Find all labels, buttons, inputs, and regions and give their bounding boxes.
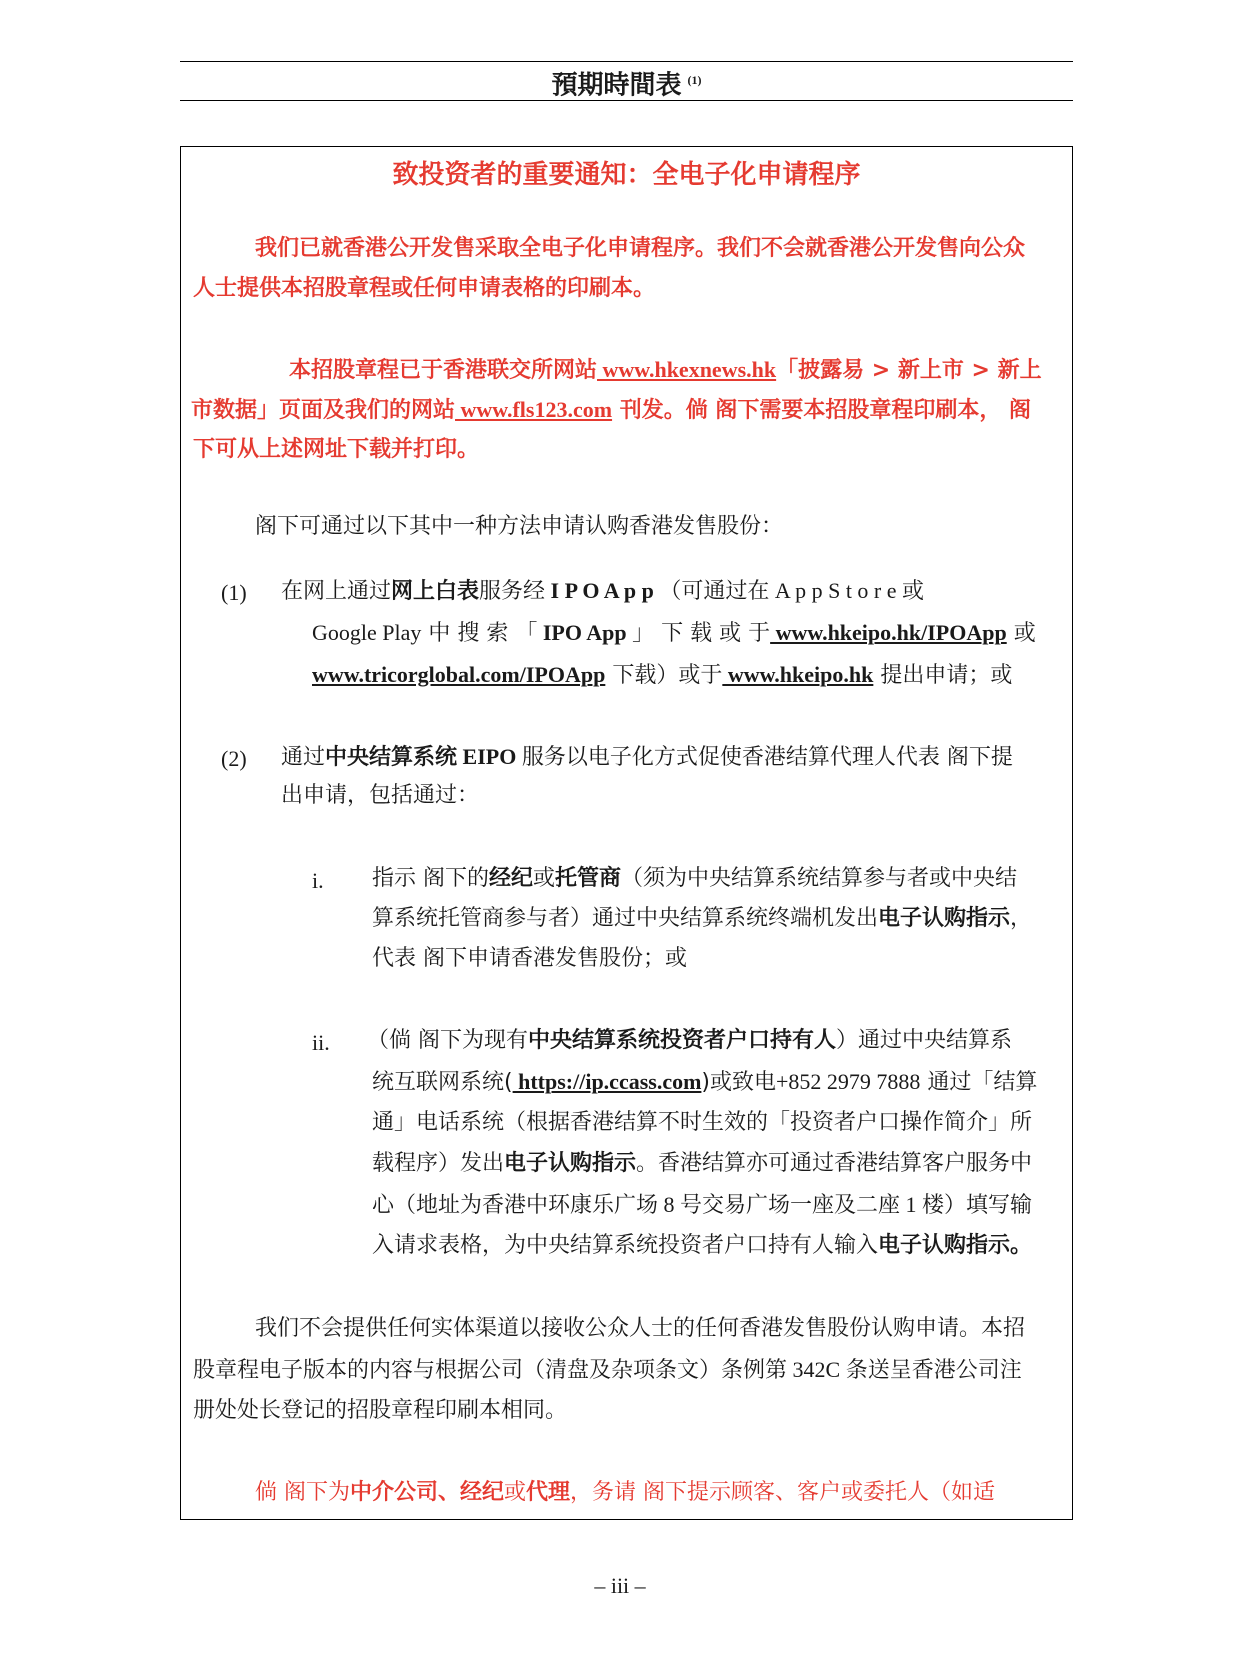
notice-p1-line1: 我们已就香港公开发售采取全电子化申请程序。我们不会就香港公开发售向公众 [255,236,1026,261]
page-header [180,62,1073,104]
sub-ii-line3: 通」电话系统（根据香港结算不时生效的「投资者户口操作简介」所 [372,1110,1033,1135]
text: 下载）或于 [605,663,723,688]
text: 1 [900,1192,923,1217]
notice-p2-line2 [191,395,1031,426]
sub-ii-line1 [367,1026,1012,1056]
sub-ii-line5 [372,1190,1032,1221]
text: ， [1010,906,1033,931]
text: 刊发。倘 阁下需要本招股章程印刷本， 阁 [612,398,1032,423]
text: 」 下 载 或 于 [632,621,771,646]
text: 。香港结算亦可通过香港结算客户服务中 [636,1151,1033,1176]
phone-number: +852 2979 7888 [776,1069,921,1094]
hkexnews-link[interactable]: www.hkexnews.hk [597,357,777,382]
text: 股章程电子版本的内容与根据公司（清盘及杂项条文）条例第 [193,1358,788,1383]
text: 服务以电子化方式促使香港结算代理人代表 阁下提 [521,745,1013,770]
item2-number: (2) [221,746,247,771]
sub-ii-line4 [372,1149,1032,1179]
text: （可通过在 [659,579,770,604]
sub-ii-line6 [372,1231,1032,1261]
text: 提出申请；或 [873,663,1013,688]
text: 。 [1010,1233,1033,1258]
item1-line2 [312,618,1036,649]
text: )或致电 [701,1070,777,1095]
item2-line1 [281,742,1013,773]
text: 统互联网系统( [372,1070,513,1095]
notice-p3-line1: 我们不会提供任何实体渠道以接收公众人士的任何香港发售股份认购申请。本招 [255,1316,1026,1341]
text: 中介公司、经纪 [350,1480,505,1505]
text: 342C [787,1357,846,1382]
hkeipo-link[interactable]: www.hkeipo.hk [722,662,874,687]
text: 通过「结算 [920,1070,1038,1095]
text: Google Play [312,620,422,645]
text: 载程序）发出 [372,1151,505,1176]
item1-line1 [281,576,924,607]
notice-p3-line3: 册处处长登记的招股章程印刷本相同。 [193,1398,568,1423]
notice-p2-line3: 下可从上述网址下载并打印。 [193,437,480,462]
text: （倘 阁下为现有 [367,1028,528,1053]
notice-title: 致投资者的重要通知：全电子化申请程序 [392,160,861,190]
sub-i-line1 [372,864,1017,894]
text: 指示 阁下的 [372,866,489,891]
text: 电子认购指示 [878,1233,1011,1258]
text: 网上白表 [391,579,480,604]
text: EIPO [457,744,522,769]
text: 本招股章程已于香港联交所网站 [289,358,598,383]
notice-p1-line2: 人士提供本招股章程或任何申请表格的印刷本。 [193,276,656,301]
fls123-link[interactable]: www.fls123.com [455,397,613,422]
text: 楼）填写输 [922,1193,1033,1218]
text: 中 搜 索 「 [421,621,538,646]
text: 或 [1006,621,1036,646]
text: 中央结算系统投资者户口持有人 [528,1028,837,1053]
text: A p p S t o r e [769,578,903,603]
text: 通过 [281,745,326,770]
text: 入请求表格，为中央结算系统投资者户口持有人输入 [372,1233,879,1258]
text: 心（地址为香港中环康乐广场 [372,1193,659,1218]
notice-p4-line1 [255,1478,995,1508]
page-number: – iii – [594,1573,646,1598]
text: 倘 阁下为 [255,1480,350,1505]
sub-i-line3: 代表 阁下申请香港发售股份；或 [372,946,687,971]
text: I P O A p p [545,578,660,603]
text: 号交易广场一座及二座 [680,1193,901,1218]
text: 「披露易 > 新上市 > 新上 [776,358,1042,383]
text: IPO App [537,620,633,645]
text: 电子认购指示 [504,1151,637,1176]
notice-p3-line2 [193,1355,1022,1386]
text: 市数据」页面及我们的网站 [191,398,456,423]
header-footnote-mark: (1) [687,73,702,87]
text: 或 [533,866,556,891]
header-bottom-rule [180,100,1073,101]
text: 或 [902,579,925,604]
tricorglobal-link[interactable]: www.tricorglobal.com/IPOApp [312,662,606,687]
text: 或 [504,1480,527,1505]
text: 条送呈香港公司注 [845,1358,1022,1383]
sub-i-line2 [372,904,1032,934]
header-title: 預期時間表 [551,70,682,101]
ccass-link[interactable]: https://ip.ccass.com [512,1069,702,1094]
sub-i-number: i. [312,868,324,893]
hkeipo-ipoapp-link[interactable]: www.hkeipo.hk/IPOApp [770,620,1007,645]
text: （须为中央结算系统结算参与者或中央结 [621,866,1018,891]
text: ）通过中央结算系 [836,1028,1013,1053]
text: 代理 [526,1480,571,1505]
text: 8 [658,1192,681,1217]
item1-number: (1) [221,580,247,605]
methods-intro: 阁下可通过以下其中一种方法申请认购香港发售股份： [255,514,784,539]
text: 托管商 [555,866,622,891]
sub-ii-line2 [372,1067,1037,1098]
notice-box [180,146,1073,1520]
notice-p2-line1 [289,355,1042,386]
text: 经纪 [489,866,534,891]
text: 服务经 [479,579,546,604]
item2-line2: 出申请，包括通过： [281,783,480,808]
text: 在网上通过 [281,579,392,604]
text: 电子认购指示 [878,906,1011,931]
text: ，务请 阁下提示顾客、客户或委托人（如适 [570,1480,996,1505]
text: 中央结算系统 [325,745,458,770]
item1-line3 [312,660,1012,691]
text: 算系统托管商参与者）通过中央结算系统终端机发出 [372,906,879,931]
sub-ii-number: ii. [312,1030,330,1055]
